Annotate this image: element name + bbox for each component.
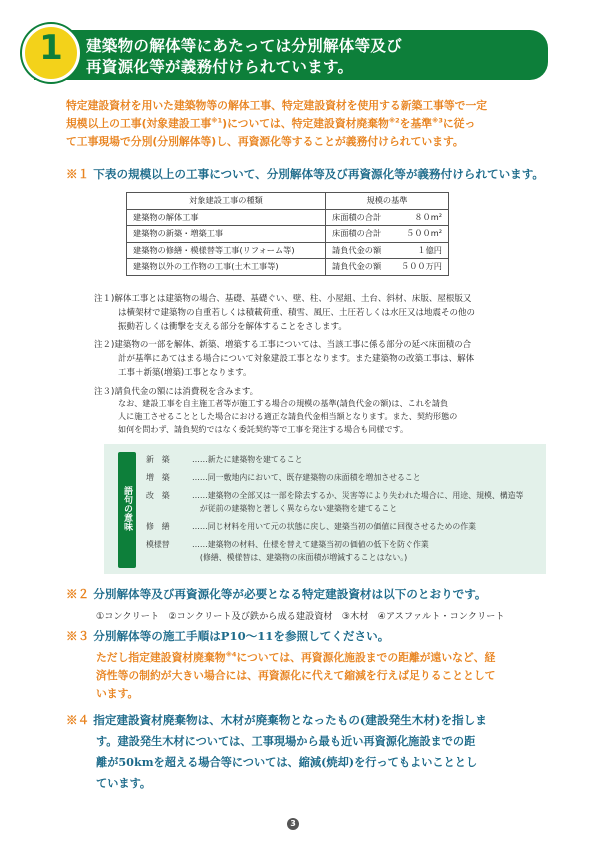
intro-line3: て工事現場で分別(分別解体等)し、再資源化等することが義務付けられています。 — [66, 135, 464, 148]
section-number: 1 — [39, 28, 63, 68]
page-number: 3 — [287, 818, 299, 830]
section-title-line2: 再資源化等が義務付けられています。 — [86, 58, 354, 76]
footnote-line: 注２)建築物の一部を解体、新築、増築する工事については、当該工事に係る部分の延べ床面積の合 — [94, 340, 472, 350]
materials-list: ①コンクリート ②コンクリート及び鉄から成る建設資材 ③木材 ④アスファルト・コンクリート — [96, 611, 505, 622]
footnote-line: 計が基準にあてはまる場合について対象建設工事となります。また建築物の改築工事は、解体 — [118, 354, 475, 364]
footnote-line: 振動若しくは衝撃を支える部分を解体することをさします。 — [118, 322, 347, 332]
footnote-line: 注３)請負代金の額には消費税を含みます。 — [94, 387, 259, 397]
note4-line4: ています。 — [96, 776, 152, 790]
glossary-item: 改 築 ……建築物の全部又は一部を除去するか、災害等により失われた場合に、用途、規模、構造等 — [146, 491, 524, 500]
table-header-type: 対象建設工事の種類 — [127, 193, 326, 210]
note3-body-line3: います。 — [96, 687, 139, 700]
footnote-line: 工事＋新築(増築)工事となります。 — [118, 368, 252, 378]
note4-heading: ※４ 指定建設資材廃棄物は、木材が廃棄物となったもの(建設発生木材)を指しま — [66, 713, 487, 727]
table-row: 建築物の新築・増築工事 床面積の合計 ５００m² — [127, 226, 449, 243]
table-row: 建築物の解体工事 床面積の合計 ８０m² — [127, 209, 449, 226]
note3-body-line1: ただし指定建設資材廃棄物$^{※4}$については、再資源化施設までの距離が遠いなど、経 — [96, 650, 496, 664]
glossary-item: 修 繕 ……同じ材料を用いて元の状態に戻し、建築当初の価値に回復させるための作業 — [146, 522, 477, 531]
scale-criteria-table — [126, 192, 449, 276]
footnote-line: 如何を問わず、請負契約ではなく委託契約等で工事を発注する場合も同様です。 — [118, 424, 409, 434]
glossary-item: (修繕、模様替は、建築物の床面積が増減することはない。) — [192, 553, 408, 562]
intro-line1: 特定建設資材を用いた建築物等の解体工事、特定建設資材を使用する新築工事等で一定 — [66, 99, 488, 112]
note4-line3: 離が50kmを超える場合等については、縮減(焼却)を行ってもよいこととし — [96, 755, 478, 769]
glossary-title: 語句の意味 — [122, 486, 132, 531]
section-title-line1: 建築物の解体等にあたっては分別解体等及び — [86, 37, 403, 55]
table-header-basis: 規模の基準 — [326, 193, 449, 210]
footnote-line: は横架材で建築物の自重若しくは積載荷重、積雪、風圧、土圧若しくは水圧又は地震その他の — [118, 308, 476, 318]
note3-body-line2: 済性等の制約が大きい場合には、再資源化に代えて縮減を行えば足りることとして — [96, 669, 496, 682]
glossary-item: 増 築 ……同一敷地内において、既存建築物の床面積を増加させること — [146, 473, 421, 482]
intro-line2: 規模以上の工事(対象建設工事$^{※1}$)については、特定建設資材廃棄物$^{※2}$を基準$^{※3}$に従っ — [66, 116, 476, 130]
footnote-line: 人に施工させることとした場合における適正な請負代金相当額となります。また、契約形態の — [118, 411, 458, 421]
note2-heading: ※２ 分別解体等及び再資源化等が必要となる特定建設資材は以下のとおりです。 — [66, 587, 487, 601]
footnote-line: なお、建設工事を自主施工者等が施工する場合の規模の基準(請負代金の額)は、これを請負 — [118, 398, 449, 408]
note1-heading: ※１ 下表の規模以上の工事について、分別解体等及び再資源化等が義務付けられています。 — [66, 167, 545, 181]
note4-line2: す。建設発生木材については、工事現場から最も近い再資源化施設までの距 — [96, 734, 476, 748]
footnote-line: 注１)解体工事とは建築物の場合、基礎、基礎ぐい、壁、柱、小屋組、土台、斜材、床版、屋根版又 — [94, 294, 472, 304]
table-row: 建築物の修繕・模様替等工事(リフォーム等) 請負代金の額 １億円 — [127, 242, 449, 259]
glossary-item: 模様替 ……建築物の材料、仕様を替えて建築当初の価値の低下を防ぐ作業 — [146, 540, 429, 549]
note3-heading: ※３ 分別解体等の施工手順はP10〜11を参照してください。 — [66, 629, 390, 643]
table-row: 建築物以外の工作物の工事(土木工事等) 請負代金の額 ５００万円 — [127, 259, 449, 276]
glossary-item: が従前の建築物と著しく異ならない建築物を建てること — [192, 504, 398, 513]
glossary-item: 新 築 ……新たに建築物を建てること — [146, 455, 303, 464]
